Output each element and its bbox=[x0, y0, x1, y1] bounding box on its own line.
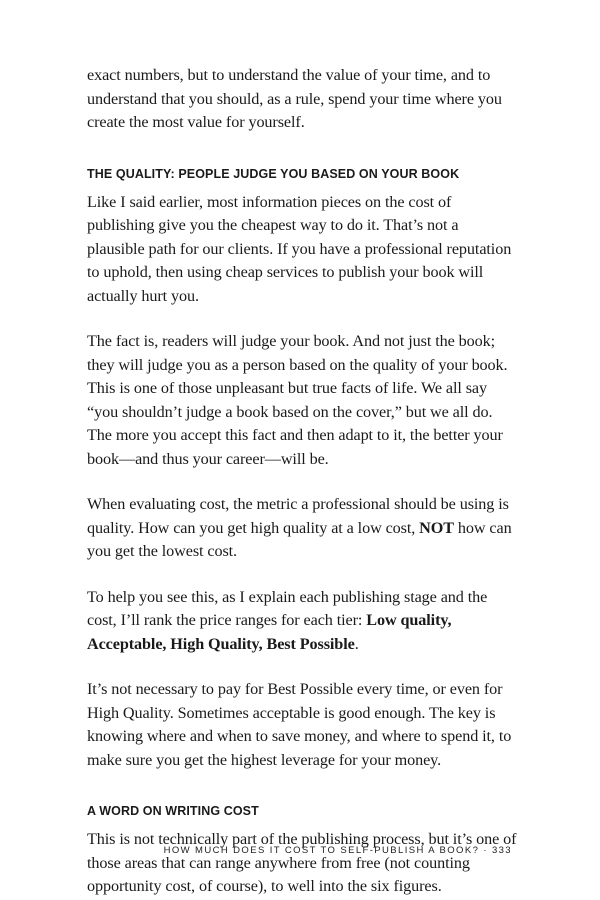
text-run: . bbox=[354, 634, 359, 653]
page-footer bbox=[164, 845, 512, 856]
tier-list: Low quality, Acceptable, High Quality, Best Possible bbox=[87, 611, 452, 653]
emphasis-not: NOT bbox=[419, 518, 454, 537]
text-run: When evaluating cost, the metric a professional should be using is quality. How can you get high quality at a low cost, bbox=[87, 495, 509, 537]
paragraph-evaluating-cost bbox=[87, 493, 517, 564]
text-run: To help you see this, as I explain each publishing stage and the cost, I’ll rank the price ranges for each tier: bbox=[87, 587, 488, 629]
paragraph-writing-cost: This is not technically part of the publishing process, but it’s one of those areas that can range anywhere from free (not counting opportunity cost, of course), to well into the six figures. bbox=[87, 830, 517, 895]
running-title: HOW MUCH DOES IT COST TO SELF-PUBLISH A BOOK? bbox=[163, 845, 480, 856]
paragraph-price-tiers bbox=[87, 586, 517, 657]
page-number: 333 bbox=[491, 845, 512, 856]
paragraph-cheapest-way: Like I said earlier, most information pieces on the cost of publishing give you the cheapest way to do it. That’s not a plausible path for our clients. If you have a professional reputation to uphold, then using cheap services to publish your book will actually hurt you. bbox=[87, 192, 512, 305]
section-heading-writing-cost: A WORD ON WRITING COST bbox=[87, 804, 259, 818]
paragraph-not-necessary: It’s not necessary to pay for Best Possible every time, or even for High Quality. Sometimes acceptable is good enough. The key is knowing where and when to save money, and where to spend it, to make sure you get the highest leverage for your money. bbox=[87, 680, 512, 769]
paragraph-intro: exact numbers, but to understand the value of your time, and to understand that you should, as a rule, spend your time where you create the most value for yourself. bbox=[87, 66, 502, 131]
section-heading-quality: THE QUALITY: PEOPLE JUDGE YOU BASED ON YOUR BOOK bbox=[87, 166, 460, 181]
page-body bbox=[87, 64, 517, 899]
text-run: how can you get the lowest cost. bbox=[87, 518, 512, 560]
footer-separator: · bbox=[483, 845, 488, 856]
paragraph-readers-judge: The fact is, readers will judge your book. And not just the book; they will judge you as a person based on the quality of your book. This is one of those unpleasant but true facts of life. We all say “you shouldn’t judge a book based on the cover,” but we all do. The more you accept this fact and then adapt to it, the better your book—and thus your career—will be. bbox=[87, 332, 508, 468]
